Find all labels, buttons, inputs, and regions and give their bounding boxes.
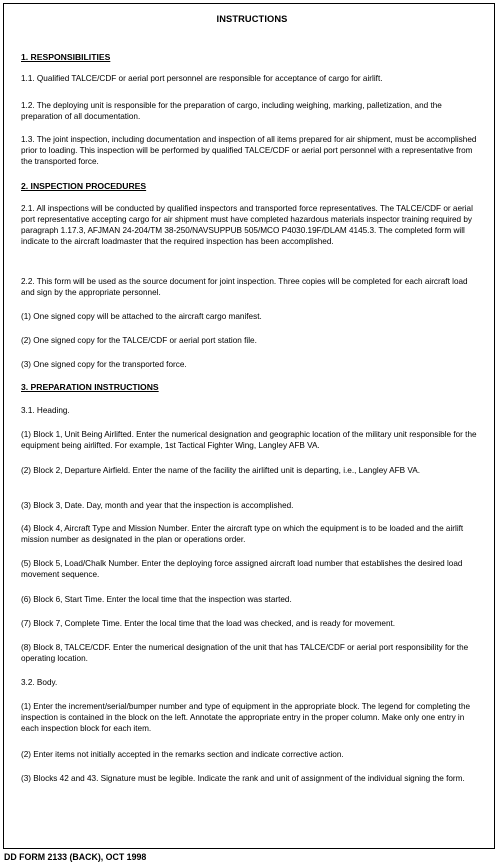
paragraph-body-1: (1) Enter the increment/serial/bumper number and type of equipment in the appropriate block. The legend for completing the inspection is contained in the block on the left. Annotate the appropriate entry in the proper column. Make only one entry in each inspection block for each item. [21, 702, 471, 733]
paragraph-block-7: (7) Block 7, Complete Time. Enter the local time that the load was checked, and is ready for movement. [21, 619, 396, 628]
form-border [3, 3, 495, 849]
paragraph-block-6: (6) Block 6, Start Time. Enter the local time that the inspection was started. [21, 595, 292, 604]
section-heading-inspection-procedures: 2. INSPECTION PROCEDURES [21, 181, 147, 191]
paragraph-2-2-1: (1) One signed copy will be attached to the aircraft cargo manifest. [21, 312, 262, 321]
paragraph-2-1: 2.1. All inspections will be conducted by qualified inspectors and transported force representatives. The TALCE/CDF or aerial port representative accepting cargo for air shipment must have completed hazardous materials inspector training required by paragraph 1.17.3, AFJMAN 24-204/TM 38-250/NAVSUPPUB 505/MCO P4030.19F/DLAM 4145.3. The completed form will indicate to the aircraft loadmaster that the required inspection has been accomplished. [21, 204, 473, 246]
paragraph-body-3: (3) Blocks 42 and 43. Signature must be legible. Indicate the rank and unit of assignment of the individual signing the form. [21, 774, 465, 783]
paragraph-3-1: 3.1. Heading. [21, 406, 70, 415]
paragraph-block-8: (8) Block 8, TALCE/CDF. Enter the numerical designation of the unit that has TALCE/CDF or aerial port responsibility for the operating location. [21, 643, 469, 663]
section-heading-responsibilities: 1. RESPONSIBILITIES [21, 52, 111, 62]
paragraph-block-2: (2) Block 2, Departure Airfield. Enter the name of the facility the airlifted unit is departing, i.e., Langley AFB VA. [21, 466, 420, 475]
paragraph-2-2: 2.2. This form will be used as the source document for joint inspection. Three copies will be completed for each aircraft load and sign by the appropriate personnel. [21, 277, 468, 297]
page-title: INSTRUCTIONS [216, 14, 288, 24]
form-number-footer: DD FORM 2133 (BACK), OCT 1998 [4, 852, 147, 862]
paragraph-1-3: 1.3. The joint inspection, including documentation and inspection of all items prepared for air shipment, must be accomplished prior to loading. This inspection will be performed by qualified TALCE/CDF or aerial port personnel with a representative from the transported force. [21, 135, 477, 166]
paragraph-1-1: 1.1. Qualified TALCE/CDF or aerial port personnel are responsible for acceptance of cargo for airlift. [21, 74, 383, 83]
paragraph-body-2: (2) Enter items not initially accepted in the remarks section and indicate corrective action. [21, 750, 344, 759]
paragraph-3-2: 3.2. Body. [21, 678, 58, 687]
paragraph-block-4: (4) Block 4, Aircraft Type and Mission Number. Enter the aircraft type on which the equipment is to be loaded and the airlift mission number as designated in the plan or operations order. [21, 524, 464, 544]
paragraph-2-2-2: (2) One signed copy for the TALCE/CDF or aerial port station file. [21, 336, 257, 345]
paragraph-block-1: (1) Block 1, Unit Being Airlifted. Enter the numerical designation and geographic location of the military unit responsible for the equipment being airlifted. For example, 1st Tactical Fighter Wing, Langley AFB VA. [21, 430, 477, 450]
section-heading-preparation-instructions: 3. PREPARATION INSTRUCTIONS [21, 382, 159, 392]
paragraph-block-5: (5) Block 5, Load/Chalk Number. Enter the deploying force assigned aircraft load number that establishes the desired load movement sequence. [21, 559, 463, 579]
paragraph-1-2: 1.2. The deploying unit is responsible for the preparation of cargo, including weighing, marking, palletization, and the preparation of all documentation. [21, 101, 442, 121]
paragraph-block-3: (3) Block 3, Date. Day, month and year that the inspection is accomplished. [21, 501, 294, 510]
paragraph-2-2-3: (3) One signed copy for the transported force. [21, 360, 187, 369]
